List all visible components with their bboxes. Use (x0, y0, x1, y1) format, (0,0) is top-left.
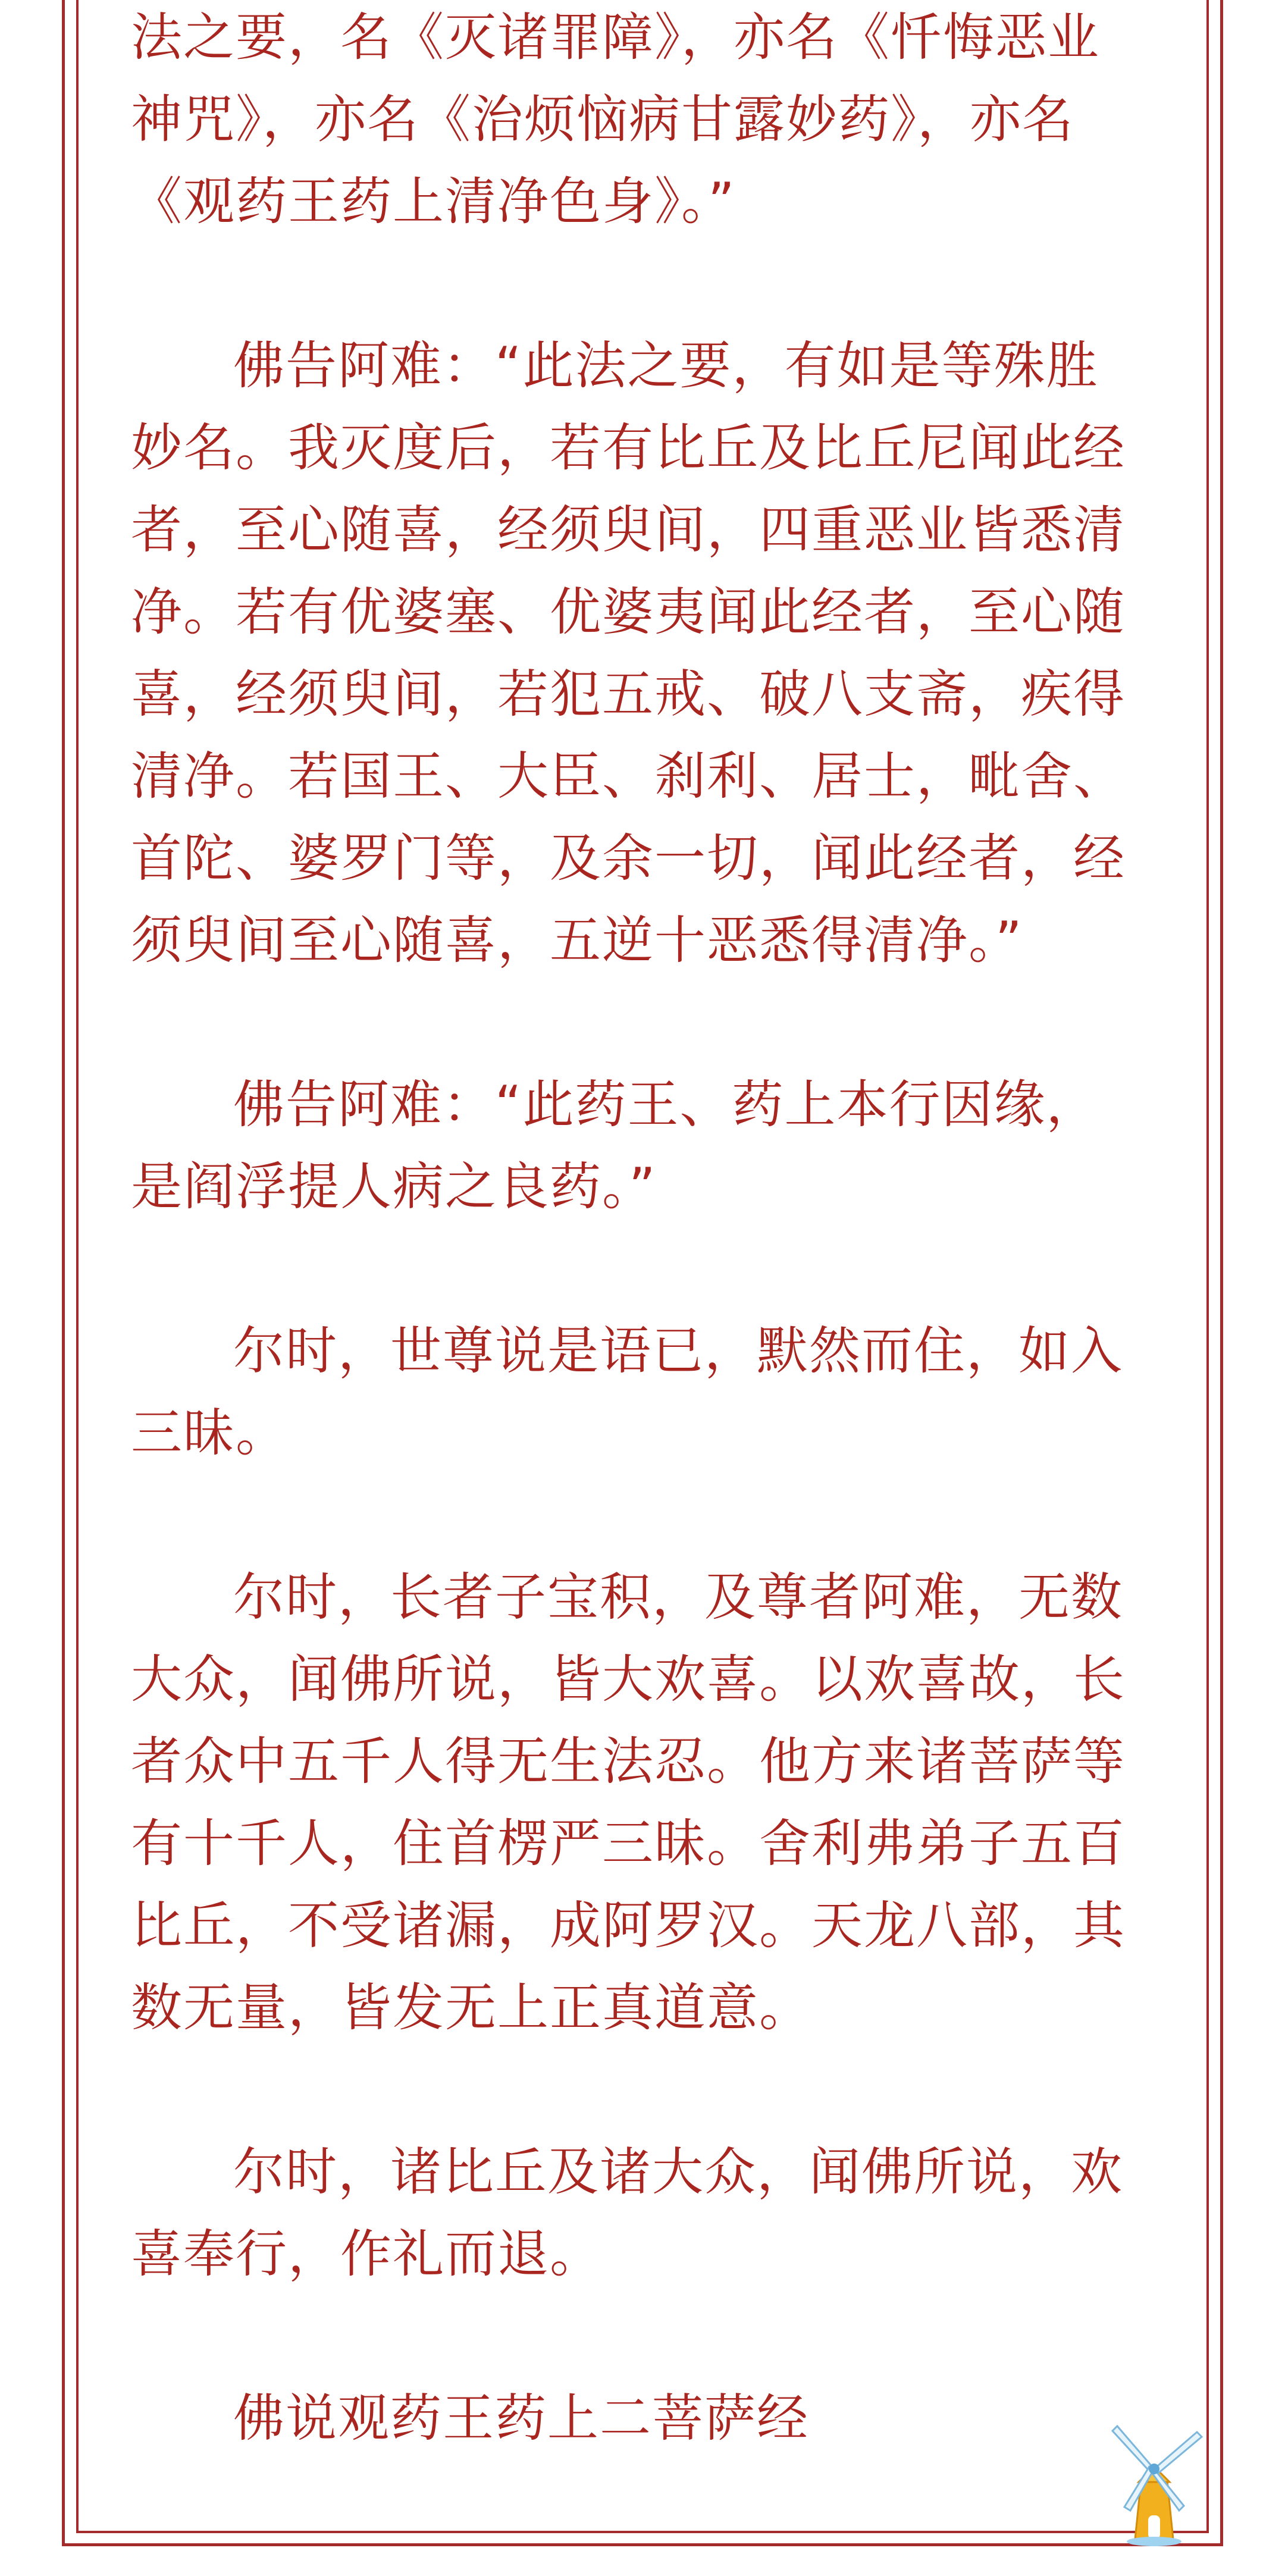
paragraph-6: 尔时，诸比丘及诸大众，闻佛所说，欢喜奉行，作礼而退。 (131, 2142, 1123, 2284)
paragraph-4: 尔时，世尊说是语已，默然而住，如入三昧。 (131, 1321, 1123, 1463)
paragraph-1: 法之要，名《灭诸罪障》，亦名《忏悔恶业神咒》，亦名《治烦恼病甘露妙药》，亦名《观药王药上清净色身》。” (131, 8, 1100, 231)
paragraph-2: 佛告阿难：“此法之要，有如是等殊胜妙名。我灭度后，若有比丘及比丘尼闻此经者，至心随喜，经须臾间，四重恶业皆悉清净。若有优婆塞、优婆夷闻此经者，至心随喜，经须臾间，若犯五戒、破八支斋，疾得清净。若国王、大臣、刹利、居士，毗舍、首陀、婆罗门等，及余一切，闻此经者，经须臾间至心随喜，五逆十恶悉得清净。” (131, 336, 1126, 970)
scripture-text (131, 0, 1142, 2541)
paragraph-3: 佛告阿难：“此药王、药上本行因缘，是阎浮提人病之良药。” (131, 1075, 1099, 1217)
closing-title: 佛说观药王药上二菩萨经 (233, 2389, 809, 2448)
windmill-icon[interactable] (1095, 2409, 1214, 2552)
paragraph-5: 尔时，长者子宝积，及尊者阿难，无数大众，闻佛所说，皆大欢喜。以欢喜故，长者众中五千人得无生法忍。他方来诸菩萨等有十千人，住首楞严三昧。舍利弗弟子五百比丘，不受诸漏，成阿罗汉。天龙八部，其数无量，皆发无上正真道意。 (131, 1568, 1126, 2038)
